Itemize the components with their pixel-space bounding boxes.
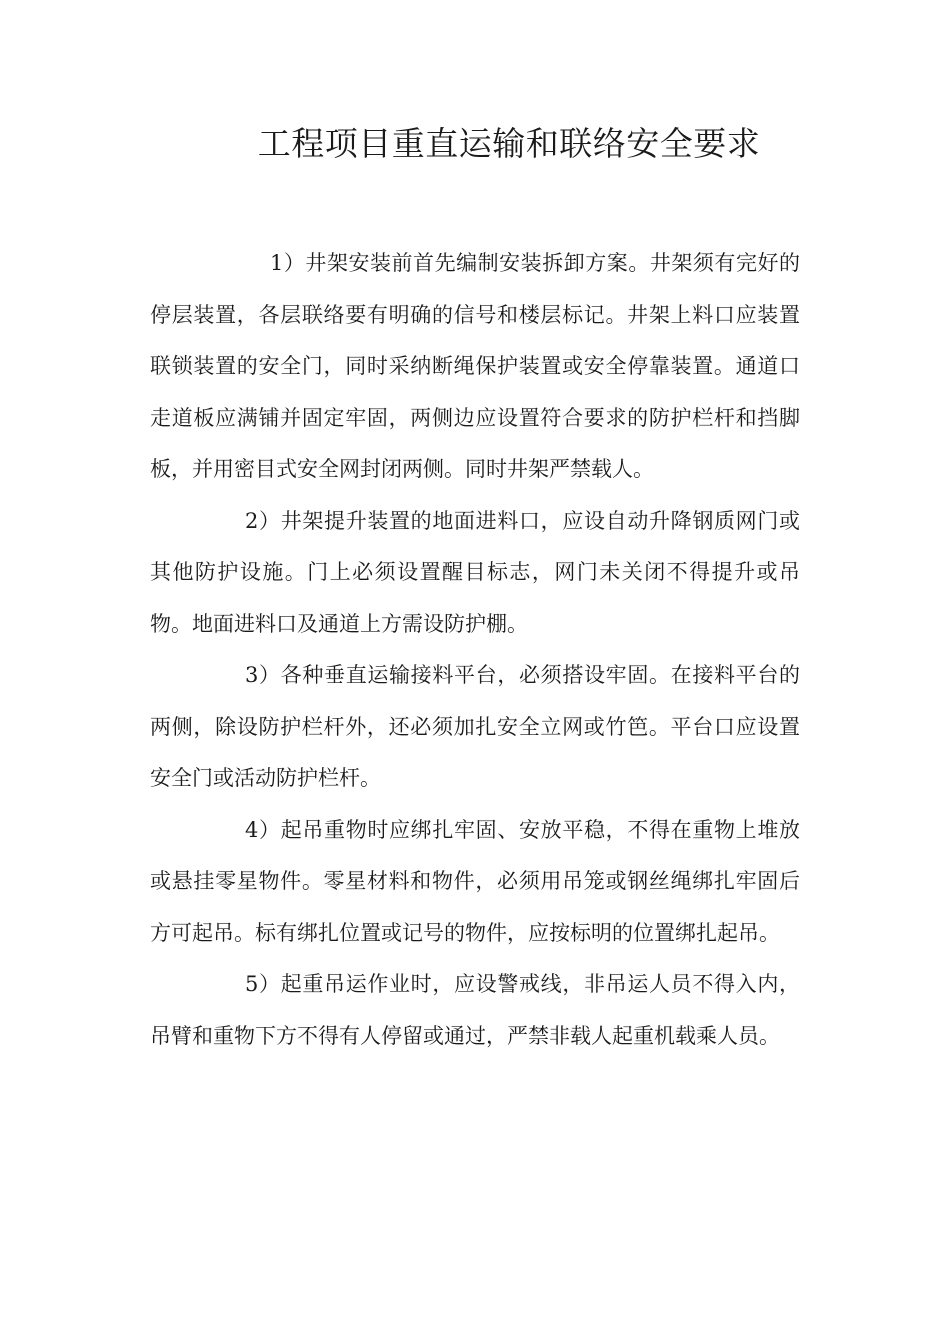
document-title: 工程项目重直运输和联络安全要求: [257, 124, 761, 163]
paragraph-4: 4）起吊重物时应绑扎牢固、安放平稳，不得在重物上堆放或悬挂零星物件。零星材料和物件，必须用吊笼或钢丝绳绑扎牢固后方可起吊。标有绑扎位置或记号的物件，应按标明的位置绑扎起吊。: [150, 817, 800, 945]
document-body: [150, 238, 800, 1062]
paragraph-3: 3）各种垂直运输接料平台，必须搭设牢固。在接料平台的两侧，除设防护栏杆外，还必须加扎安全立网或竹笆。平台口应设置安全门或活动防护栏杆。: [150, 663, 800, 790]
paragraph-5: 5）起重吊运作业时，应设警戒线，非吊运人员不得入内，吊臂和重物下方不得有人停留或通过，严禁非载人起重机载乘人员。: [150, 972, 800, 1048]
paragraph-1: 1）井架安装前首先编制安装拆卸方案。井架须有完好的停层装置，各层联络要有明确的信号和楼层标记。井架上料口应装置联锁装置的安全门，同时采纳断绳保护装置或安全停靠装置。通道口走道板应满铺并固定牢固，两侧边应设置符合要求的防护栏杆和挡脚板，并用密目式安全网封闭两侧。同时井架严禁载人。: [150, 251, 800, 481]
paragraph-2: 2）井架提升装置的地面进料口，应设自动升降钢质网门或其他防护设施。门上必须设置醒目标志，网门未关闭不得提升或吊物。地面进料口及通道上方需设防护棚。: [150, 508, 800, 636]
